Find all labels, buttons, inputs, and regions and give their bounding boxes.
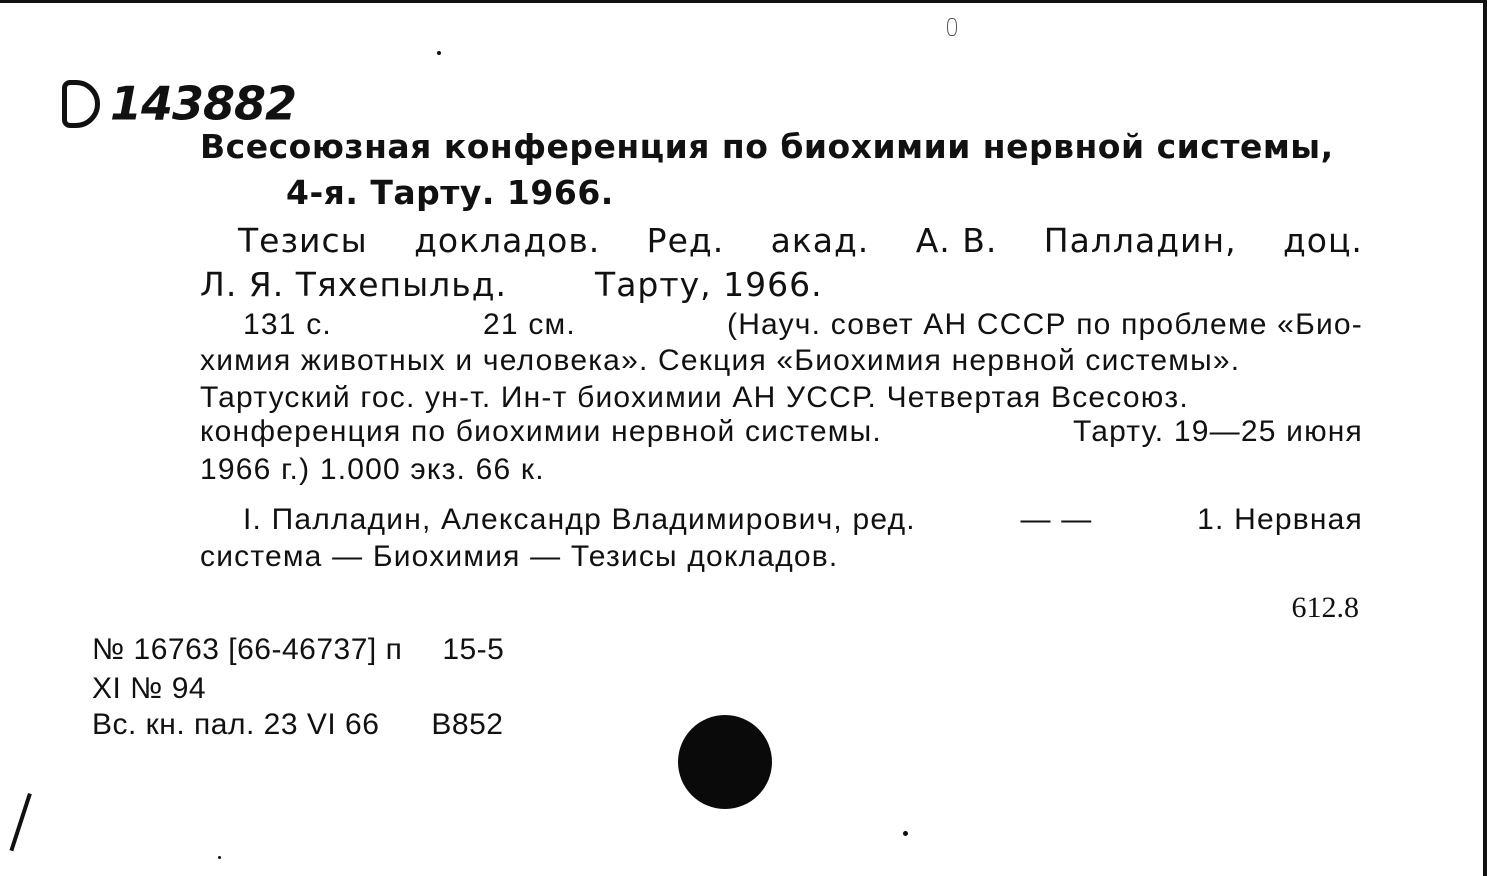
tracings-line-1 (243, 503, 1363, 537)
resp-imprint: Тарту, 1966. (595, 265, 823, 304)
punch-hole (678, 715, 772, 809)
pages: 131 с. (243, 308, 332, 341)
resp-word: Палладин, (1043, 221, 1237, 260)
resp-word: А. В. (915, 221, 998, 260)
tracing-author: I. Палладин, Александр Владимирович, ред. (243, 503, 916, 536)
footer-registry: Вс. кн. пал. 23 VI 66 (92, 708, 380, 741)
size: 21 см. (483, 308, 576, 341)
series-start: (Науч. совет АН СССР по проблеме «Био- (727, 308, 1363, 341)
resp-word: доц. (1282, 221, 1363, 260)
tracing-dash: — — (1020, 503, 1093, 536)
note-line-4a: конференция по биохимии нервной системы. (200, 415, 882, 448)
ink-speck (947, 18, 957, 36)
resp-word: Тезисы (238, 221, 368, 260)
ink-speck (903, 831, 908, 836)
title-line-1: Всесоюзная конференция по биохимии нервной системы, (200, 127, 1334, 166)
footer-line-1 (92, 633, 504, 667)
responsibility-line-1 (238, 221, 1363, 260)
class-number: 612.8 (1291, 591, 1359, 624)
call-number-text: 143882 (110, 76, 297, 131)
footer-price-code: В852 (431, 708, 504, 741)
tracings-line-2: система — Биохимия — Тезисы докладов. (200, 540, 839, 573)
ink-speck (218, 856, 221, 859)
title-line-2: 4-я. Тарту. 1966. (286, 173, 614, 212)
footer-line-3 (92, 708, 503, 742)
resp-word: акад. (770, 221, 870, 260)
resp-word: Ред. (646, 221, 725, 260)
responsibility-line-2 (200, 265, 823, 304)
tracing-subject: 1. Нервная (1197, 503, 1363, 536)
note-line-2: химия животных и человека». Секция «Биохимия нервной системы». (200, 344, 1241, 377)
call-letter-mark (62, 80, 100, 128)
resp-editor: Л. Я. Тяхепыльд. (200, 265, 508, 304)
footer-order: № 16763 [66-46737] п (92, 633, 403, 666)
footer-line-2: XI № 94 (92, 672, 207, 705)
pen-stroke-mark (9, 793, 31, 851)
resp-word: докладов. (414, 221, 601, 260)
note-line-4 (200, 415, 1363, 449)
footer-code: 15-5 (442, 633, 505, 666)
note-line-1 (243, 308, 1363, 342)
call-number (62, 73, 296, 131)
note-line-5: 1966 г.) 1.000 экз. 66 к. (200, 453, 545, 486)
note-line-4b: Тарту. 19—25 июня (1073, 415, 1363, 448)
note-line-3: Тартуский гос. ун-т. Ин-т биохимии АН УССР. Четвертая Всесоюз. (200, 381, 1189, 414)
ink-speck (437, 51, 441, 55)
